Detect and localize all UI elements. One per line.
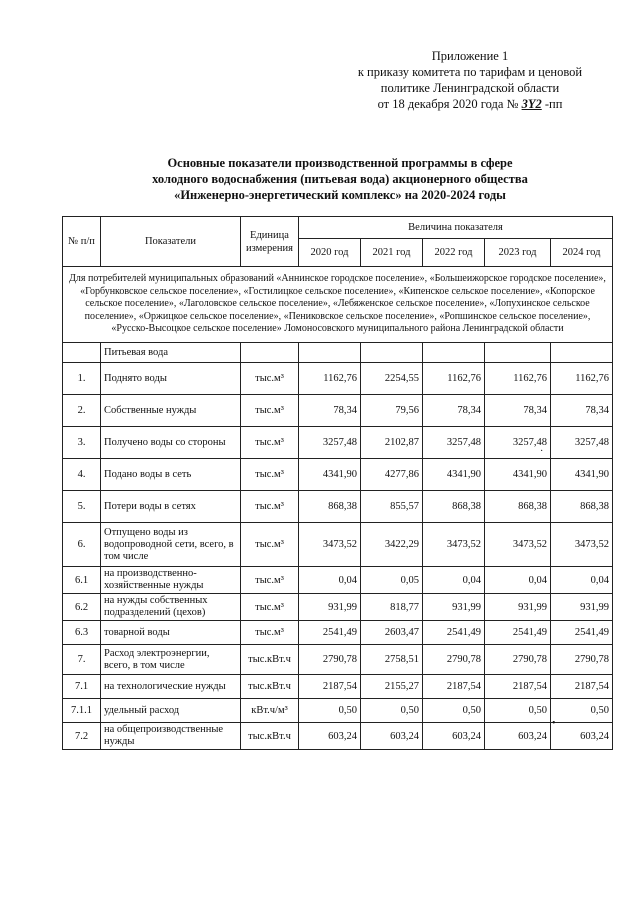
row-value: 2541,49: [423, 621, 485, 645]
row-indicator: Поднято воды: [101, 363, 241, 395]
row-value: 0,04: [299, 567, 361, 594]
row-value: 0,04: [485, 567, 551, 594]
header-indicator: Показатели: [101, 217, 241, 267]
table-row: [63, 491, 613, 523]
row-indicator: Собственные нужды: [101, 395, 241, 427]
header-year: 2024 год: [551, 239, 613, 267]
row-number: 6.: [63, 523, 101, 567]
row-number: 7.: [63, 645, 101, 675]
empty-cell: [299, 343, 361, 363]
row-unit: тыс.кВт.ч: [241, 675, 299, 699]
row-indicator: удельный расход: [101, 699, 241, 723]
title-line-1: Основные показатели производственной программы в сфере: [167, 156, 513, 170]
row-unit: тыс.м³: [241, 459, 299, 491]
row-value: 4341,90: [299, 459, 361, 491]
row-value: 2187,54: [485, 675, 551, 699]
row-indicator: Потери воды в сетях: [101, 491, 241, 523]
row-value: 3257,48: [485, 427, 551, 459]
row-indicator: на нужды собственных подразделений (цехов): [101, 594, 241, 621]
row-unit: тыс.м³: [241, 491, 299, 523]
row-value: 2541,49: [551, 621, 613, 645]
indicators-table: [62, 216, 613, 750]
row-value: 931,99: [551, 594, 613, 621]
empty-cell: [423, 343, 485, 363]
row-value: 1162,76: [299, 363, 361, 395]
empty-cell: [361, 343, 423, 363]
empty-cell: [485, 343, 551, 363]
header-year: 2022 год: [423, 239, 485, 267]
document-title: [60, 155, 620, 203]
row-value: 603,24: [423, 723, 485, 750]
row-number: 1.: [63, 363, 101, 395]
appendix-line-4: [300, 96, 640, 112]
row-value: 79,56: [361, 395, 423, 427]
row-value: 1162,76: [423, 363, 485, 395]
row-indicator: на производственно-хозяйственные нужды: [101, 567, 241, 594]
row-unit: тыс.м³: [241, 567, 299, 594]
row-value: 0,50: [361, 699, 423, 723]
row-value: 2102,87: [361, 427, 423, 459]
row-value: 931,99: [423, 594, 485, 621]
row-value: 3257,48: [299, 427, 361, 459]
row-number: 5.: [63, 491, 101, 523]
table-row: [63, 675, 613, 699]
row-value: 3473,52: [485, 523, 551, 567]
row-value: 2790,78: [551, 645, 613, 675]
row-value: 1162,76: [551, 363, 613, 395]
row-value: 4341,90: [423, 459, 485, 491]
row-number: 2.: [63, 395, 101, 427]
table-row: [63, 594, 613, 621]
row-value: 2155,27: [361, 675, 423, 699]
row-value: 603,24: [361, 723, 423, 750]
table-row: [63, 395, 613, 427]
speck: •: [552, 718, 556, 729]
row-value: 818,77: [361, 594, 423, 621]
section-title: Питьевая вода: [101, 343, 241, 363]
table-row: [63, 699, 613, 723]
row-unit: тыс.м³: [241, 363, 299, 395]
table-row: [63, 363, 613, 395]
row-value: 3473,52: [299, 523, 361, 567]
appendix-line-3: политике Ленинградской области: [380, 81, 560, 95]
row-indicator: на общепроизводственные нужды: [101, 723, 241, 750]
row-value: 0,05: [361, 567, 423, 594]
row-value: 3473,52: [551, 523, 613, 567]
row-value: 2603,47: [361, 621, 423, 645]
row-value: 3422,29: [361, 523, 423, 567]
appendix-line-1: Приложение 1: [431, 49, 509, 63]
row-value: 855,57: [361, 491, 423, 523]
row-number: 3.: [63, 427, 101, 459]
row-unit: тыс.м³: [241, 427, 299, 459]
speck: ·: [540, 446, 544, 457]
row-value: 3257,48: [423, 427, 485, 459]
row-value: 3473,52: [423, 523, 485, 567]
row-value: 2541,49: [485, 621, 551, 645]
row-value: 0,04: [423, 567, 485, 594]
row-unit: тыс.кВт.ч: [241, 723, 299, 750]
row-value: 78,34: [551, 395, 613, 427]
row-indicator: Расход электроэнергии, всего, в том числе: [101, 645, 241, 675]
header-year: 2020 год: [299, 239, 361, 267]
row-value: 931,99: [299, 594, 361, 621]
row-value: 0,50: [423, 699, 485, 723]
empty-cell: [551, 343, 613, 363]
row-unit: тыс.м³: [241, 523, 299, 567]
row-unit: кВт.ч/м³: [241, 699, 299, 723]
row-unit: тыс.кВт.ч: [241, 645, 299, 675]
order-number: 3Y2: [521, 97, 542, 111]
header-unit: Единица измерения: [241, 217, 299, 267]
row-number: 7.1: [63, 675, 101, 699]
row-number: 4.: [63, 459, 101, 491]
row-number: 6.3: [63, 621, 101, 645]
row-indicator: товарной воды: [101, 621, 241, 645]
table-row: [63, 723, 613, 750]
row-value: 3257,48: [551, 427, 613, 459]
row-number: 6.2: [63, 594, 101, 621]
row-unit: тыс.м³: [241, 594, 299, 621]
row-value: 2790,78: [423, 645, 485, 675]
row-value: 4277,86: [361, 459, 423, 491]
row-value: 868,38: [299, 491, 361, 523]
header-no: № п/п: [63, 217, 101, 267]
row-value: 1162,76: [485, 363, 551, 395]
row-value: 0,04: [551, 567, 613, 594]
order-date: от 18 декабря 2020 года №: [377, 97, 519, 111]
table-row: [63, 621, 613, 645]
row-indicator: Отпущено воды из водопроводной сети, всего, в том числе: [101, 523, 241, 567]
title-line-2: холодного водоснабжения (питьевая вода) акционерного общества: [152, 172, 528, 186]
row-value: 2254,55: [361, 363, 423, 395]
row-unit: тыс.м³: [241, 395, 299, 427]
title-line-3: «Инженерно-энергетический комплекс» на 2020-2024 годы: [174, 188, 506, 202]
row-value: 78,34: [423, 395, 485, 427]
empty-cell: [241, 343, 299, 363]
row-value: 2187,54: [299, 675, 361, 699]
table-row: [63, 523, 613, 567]
row-value: 868,38: [423, 491, 485, 523]
header-year: 2023 год: [485, 239, 551, 267]
table-row: [63, 567, 613, 594]
row-value: 2758,51: [361, 645, 423, 675]
row-number: 7.1.1: [63, 699, 101, 723]
table-row: [63, 459, 613, 491]
table-row: [63, 645, 613, 675]
row-value: 2790,78: [299, 645, 361, 675]
row-value: 78,34: [485, 395, 551, 427]
row-value: 2790,78: [485, 645, 551, 675]
order-suffix: -пп: [544, 97, 563, 111]
table-row: [63, 427, 613, 459]
row-value: 931,99: [485, 594, 551, 621]
row-indicator: Подано воды в сеть: [101, 459, 241, 491]
row-value: 0,50: [551, 699, 613, 723]
row-number: 6.1: [63, 567, 101, 594]
row-value: 78,34: [299, 395, 361, 427]
header-year: 2021 год: [361, 239, 423, 267]
row-value: 0,50: [485, 699, 551, 723]
row-value: 868,38: [551, 491, 613, 523]
consumers-row: Для потребителей муниципальных образований «Аннинское городское поселение», «Большеижорское городское поселение», «Горбунковское сельское поселение», «Гостилицкое сельское поселение», «Кипенское сельское поселение», «Копорское сельское поселение», «Лаголовское сельское поселение», «Лебяженское сельское поселение», «Лопухинское сельское поселение», «Оржицкое сельское поселение», «Пениковское сельское поселение», «Ропшинское сельское поселение», «Русско-Высоцкое сельское поселение» Ломоносовского муниципального района Ленинградской области: [63, 267, 613, 343]
row-value: 4341,90: [485, 459, 551, 491]
row-value: 2541,49: [299, 621, 361, 645]
appendix-header: [300, 48, 640, 112]
appendix-line-2: к приказу комитета по тарифам и ценовой: [357, 65, 583, 79]
row-number: 7.2: [63, 723, 101, 750]
row-value: 868,38: [485, 491, 551, 523]
row-value: 0,50: [299, 699, 361, 723]
row-value: 2187,54: [551, 675, 613, 699]
row-value: 2187,54: [423, 675, 485, 699]
row-indicator: на технологические нужды: [101, 675, 241, 699]
row-unit: тыс.м³: [241, 621, 299, 645]
row-value: 4341,90: [551, 459, 613, 491]
row-value: 603,24: [551, 723, 613, 750]
row-value: 603,24: [299, 723, 361, 750]
row-indicator: Получено воды со стороны: [101, 427, 241, 459]
row-value: 603,24: [485, 723, 551, 750]
header-value-group: Величина показателя: [299, 217, 613, 239]
section-no: [63, 343, 101, 363]
